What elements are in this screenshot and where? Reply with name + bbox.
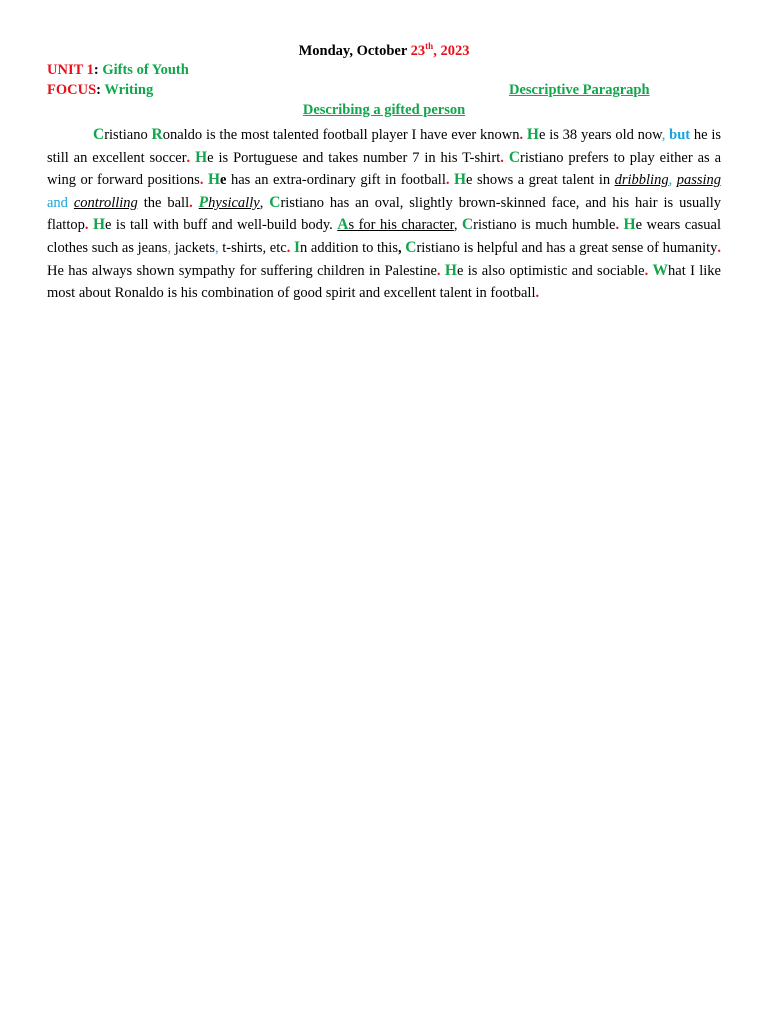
date-day: 23th, 2023 (410, 41, 470, 59)
date-prefix: Monday, October (298, 43, 411, 59)
focus-separator: : (96, 82, 105, 98)
focus-label: FOCUS (47, 82, 97, 98)
focus-heading (47, 82, 153, 99)
unit-separator: : (93, 62, 103, 78)
descriptive-paragraph: Cristiano Ronaldo is the most talented football player I have ever known. He is 38 years old now, but he is still an excellent soccer. He is Portuguese and takes number 7 in his T-shirt. Cristiano prefers to play either as a wing or forward positions. He has an extra-ordinary gift in football. He shows a great talent in dribbling, passing and controlling the ball. Physically, Cristiano has an oval, slightly brown-skinned face, and his hair is usually flattop. He is tall with buff and well-build body. As for his character, Cristiano is much humble. He wears casual clothes such as jeans, jackets, t-shirts, etc. In addition to this, Cristiano is helpful and has a great sense of humanity. He has always shown sympathy for suffering children in Palestine. He is also optimistic and sociable. What I like most about Ronaldo is his combination of good spirit and excellent talent in football. (47, 126, 722, 302)
unit-title: Gifts of Youth (102, 62, 189, 78)
page-date (0, 43, 768, 60)
unit-heading (47, 62, 189, 79)
date-ordinal-suffix: th (425, 41, 434, 51)
genre-heading: Descriptive Paragraph (509, 82, 650, 98)
subtitle-heading: Describing a gifted person (302, 102, 466, 118)
unit-label: UNIT 1 (47, 62, 94, 78)
focus-title: Writing (104, 82, 154, 98)
